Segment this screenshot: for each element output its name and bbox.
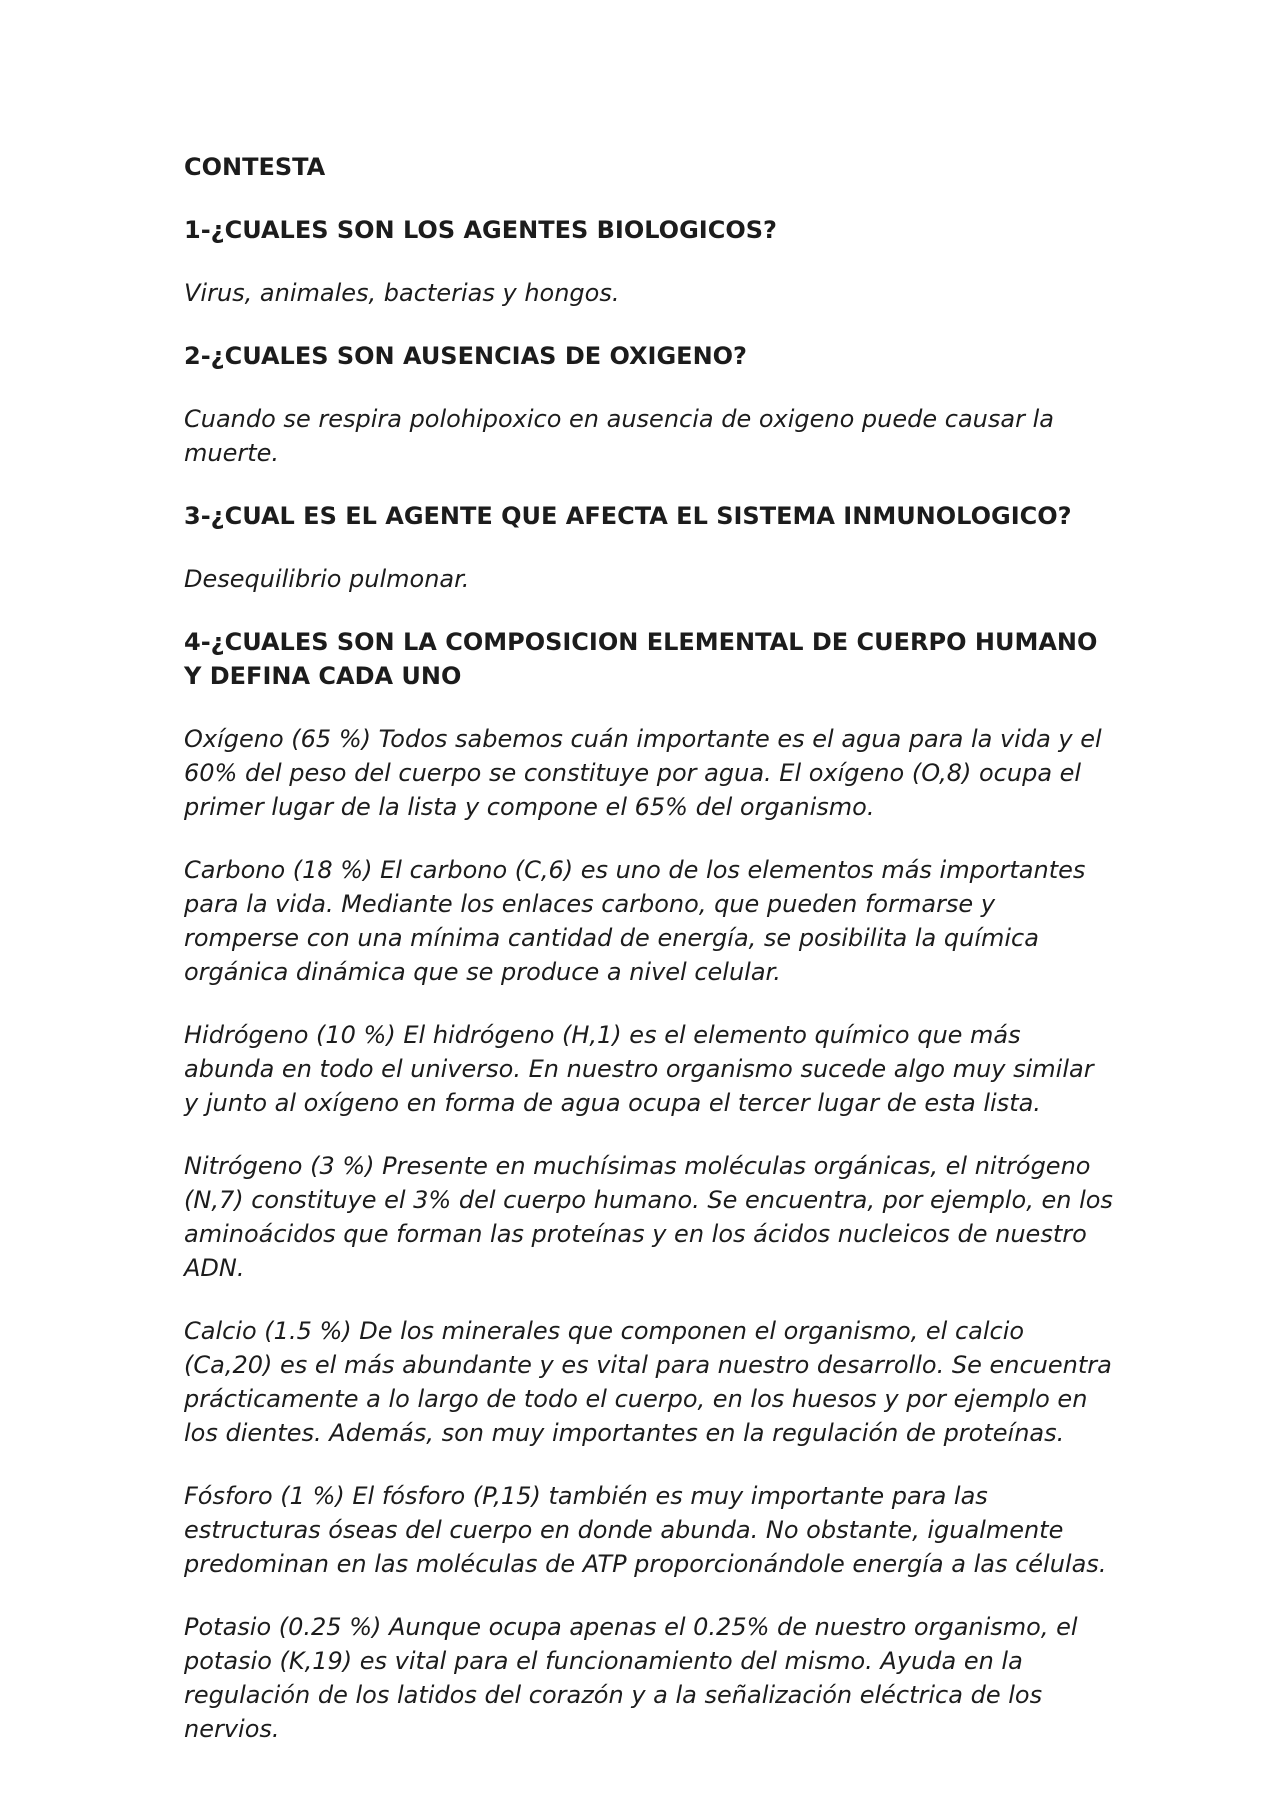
element-calcium: Calcio (1.5 %) De los minerales que componen el organismo, el calcio (Ca,20) es el más abundante y es vital para nuestro desarrollo. Se encuentra prácticamente a lo largo de todo el cuerpo, en los huesos y por ejemplo en los dientes. Además, son muy importantes en la regulación de proteínas. xyxy=(184,1317,1112,1447)
element-hydrogen: Hidrógeno (10 %) El hidrógeno (H,1) es el elemento químico que más abunda en todo el universo. En nuestro organismo sucede algo muy similar y junto al oxígeno en forma de agua ocupa el tercer lugar de esta lista. xyxy=(184,1021,1094,1117)
question-4: 4-¿CUALES SON LA COMPOSICION ELEMENTAL DE CUERPO HUMANO Y DEFINA CADA UNO xyxy=(184,628,1098,690)
element-phosphorus: Fósforo (1 %) El fósforo (P,15) también es muy importante para las estructuras óseas del cuerpo en donde abunda. No obstante, igualmente predominan en las moléculas de ATP proporcionándole energía a las células. xyxy=(184,1482,1107,1578)
document-page xyxy=(184,150,1114,1775)
element-oxygen: Oxígeno (65 %) Todos sabemos cuán importante es el agua para la vida y el 60% del peso del cuerpo se constituye por agua. El oxígeno (O,8) ocupa el primer lugar de la lista y compone el 65% del organismo. xyxy=(184,725,1102,821)
element-nitrogen: Nitrógeno (3 %) Presente en muchísimas moléculas orgánicas, el nitrógeno (N,7) constituye el 3% del cuerpo humano. Se encuentra, por ejemplo, en los aminoácidos que forman las proteínas y en los ácidos nucleicos de nuestro ADN. xyxy=(184,1152,1113,1282)
answer-2: Cuando se respira polohipoxico en ausencia de oxigeno puede causar la muerte. xyxy=(184,405,1054,467)
question-2: 2-¿CUALES SON AUSENCIAS DE OXIGENO? xyxy=(184,342,747,370)
question-3: 3-¿CUAL ES EL AGENTE QUE AFECTA EL SISTEMA INMUNOLOGICO? xyxy=(184,502,1072,530)
answer-3: Desequilibrio pulmonar. xyxy=(184,565,470,593)
element-potassium: Potasio (0.25 %) Aunque ocupa apenas el 0.25% de nuestro organismo, el potasio (K,19) es vital para el funcionamiento del mismo. Ayuda en la regulación de los latidos del corazón y a la señalización eléctrica de los nervios. xyxy=(184,1613,1078,1743)
element-carbon: Carbono (18 %) El carbono (C,6) es uno de los elementos más importantes para la vida. Mediante los enlaces carbono, que pueden formarse y romperse con una mínima cantidad de energía, se posibilita la química orgánica dinámica que se produce a nivel celular. xyxy=(184,856,1086,986)
question-1: 1-¿CUALES SON LOS AGENTES BIOLOGICOS? xyxy=(184,216,777,244)
answer-1: Virus, animales, bacterias y hongos. xyxy=(184,279,620,307)
document-title: CONTESTA xyxy=(184,153,326,181)
